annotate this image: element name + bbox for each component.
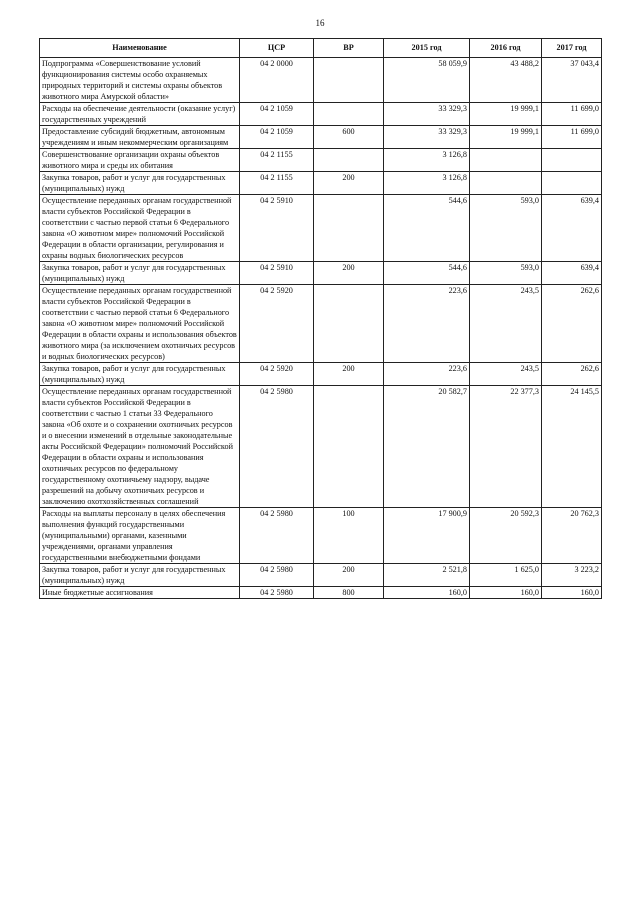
row-2016	[470, 149, 542, 172]
row-2016: 1 625,0	[470, 564, 542, 587]
row-csr: 04 2 5920	[240, 285, 314, 363]
row-2016: 19 999,1	[470, 126, 542, 149]
row-2017: 20 762,3	[542, 508, 602, 564]
row-2015: 223,6	[384, 285, 470, 363]
row-2017: 37 043,4	[542, 58, 602, 103]
row-2015: 3 126,8	[384, 149, 470, 172]
row-name: Иные бюджетные ассигнования	[40, 587, 240, 599]
row-vr: 200	[314, 262, 384, 285]
row-2016: 20 592,3	[470, 508, 542, 564]
row-csr: 04 2 5980	[240, 386, 314, 508]
row-name: Совершенствование организации охраны объектов животного мира и среды их обитания	[40, 149, 240, 172]
row-2017: 3 223,2	[542, 564, 602, 587]
row-2016	[470, 172, 542, 195]
row-name: Осуществление переданных органам государственной власти субъектов Российской Федерации в соответствии с частью первой статьи 6 Федерального закона «О животном мире» полномочий Российской Федерации в области организации, регулирования и охраны водных биологических ресурсов	[40, 195, 240, 262]
table-row	[40, 285, 602, 363]
row-2015: 160,0	[384, 587, 470, 599]
row-name: Закупка товаров, работ и услуг для государственных (муниципальных) нужд	[40, 172, 240, 195]
row-2016: 243,5	[470, 363, 542, 386]
row-vr: 600	[314, 126, 384, 149]
row-2016: 19 999,1	[470, 103, 542, 126]
table-row	[40, 587, 602, 599]
row-2016: 160,0	[470, 587, 542, 599]
row-name: Расходы на обеспечение деятельности (оказание услуг) государственных учреждений	[40, 103, 240, 126]
row-2015: 3 126,8	[384, 172, 470, 195]
page-number: 16	[315, 18, 325, 28]
row-csr: 04 2 5980	[240, 587, 314, 599]
row-name: Расходы на выплаты персоналу в целях обеспечения выполнения функций государственными (муниципальными) органами, казенными учреждениями, органами управления государственными внебюджетными фондами	[40, 508, 240, 564]
row-vr	[314, 149, 384, 172]
row-vr	[314, 58, 384, 103]
column-header-vr: ВР	[314, 39, 384, 58]
row-csr: 04 2 5920	[240, 363, 314, 386]
row-name: Осуществление переданных органам государственной власти субъектов Российской Федерации в соответствии с частью 1 статьи 33 Федерального закона «Об охоте и о сохранении охотничьих ресурсов и о внесении изменений в отдельные законодательные акты Российской Федерации» полномочий Российской Федерации в области охраны и использования охотничьих ресурсов по федеральному государственному охотничьему надзору, выдаче разрешений на добычу охотничьих ресурсов и заключению охотхозяйственных соглашений	[40, 386, 240, 508]
row-2017	[542, 172, 602, 195]
row-2017: 262,6	[542, 285, 602, 363]
row-2017: 639,4	[542, 195, 602, 262]
row-2016: 43 488,2	[470, 58, 542, 103]
row-name: Закупка товаров, работ и услуг для государственных (муниципальных) нужд	[40, 363, 240, 386]
table-row	[40, 508, 602, 564]
row-csr: 04 2 1155	[240, 149, 314, 172]
row-csr: 04 2 1059	[240, 126, 314, 149]
row-csr: 04 2 5980	[240, 564, 314, 587]
row-2016: 22 377,3	[470, 386, 542, 508]
table-row	[40, 564, 602, 587]
table-row	[40, 149, 602, 172]
row-2015: 544,6	[384, 262, 470, 285]
table-row	[40, 103, 602, 126]
row-2016: 593,0	[470, 195, 542, 262]
row-2015: 20 582,7	[384, 386, 470, 508]
row-2017: 24 145,5	[542, 386, 602, 508]
budget-table	[39, 38, 602, 599]
row-2017: 160,0	[542, 587, 602, 599]
row-2015: 223,6	[384, 363, 470, 386]
row-vr: 100	[314, 508, 384, 564]
column-header-name: Наименование	[40, 39, 240, 58]
row-name: Предоставление субсидий бюджетным, автономным учреждениям и иным некоммерческим организациям	[40, 126, 240, 149]
row-csr: 04 2 0000	[240, 58, 314, 103]
row-vr	[314, 386, 384, 508]
row-2015: 2 521,8	[384, 564, 470, 587]
row-csr: 04 2 5910	[240, 262, 314, 285]
row-2017: 262,6	[542, 363, 602, 386]
row-name: Осуществление переданных органам государственной власти субъектов Российской Федерации в соответствии с частью первой статьи 6 Федерального закона «О животном мире» полномочий Российской Федерации в области охраны и использования объектов животного мира (за исключением охотничьих ресурсов и водных биологических ресурсов)	[40, 285, 240, 363]
table-row	[40, 262, 602, 285]
row-vr: 200	[314, 172, 384, 195]
table-row	[40, 126, 602, 149]
column-header-2017: 2017 год	[542, 39, 602, 58]
table-row	[40, 386, 602, 508]
row-vr	[314, 285, 384, 363]
row-csr: 04 2 5980	[240, 508, 314, 564]
row-2015: 33 329,3	[384, 103, 470, 126]
table-header-row	[40, 39, 602, 58]
row-vr: 200	[314, 363, 384, 386]
row-vr: 800	[314, 587, 384, 599]
row-vr	[314, 195, 384, 262]
row-vr	[314, 103, 384, 126]
row-2015: 17 900,9	[384, 508, 470, 564]
row-2015: 544,6	[384, 195, 470, 262]
column-header-csr: ЦСР	[240, 39, 314, 58]
row-name: Подпрограмма «Совершенствование условий функционирования системы особо охраняемых природных территорий и системы охраны объектов животного мира Амурской области»	[40, 58, 240, 103]
table-row	[40, 58, 602, 103]
row-name: Закупка товаров, работ и услуг для государственных (муниципальных) нужд	[40, 262, 240, 285]
row-2016: 593,0	[470, 262, 542, 285]
row-2017: 11 699,0	[542, 126, 602, 149]
row-2015: 33 329,3	[384, 126, 470, 149]
table-row	[40, 363, 602, 386]
row-name: Закупка товаров, работ и услуг для государственных (муниципальных) нужд	[40, 564, 240, 587]
column-header-2015: 2015 год	[384, 39, 470, 58]
row-2017	[542, 149, 602, 172]
row-csr: 04 2 1155	[240, 172, 314, 195]
column-header-2016: 2016 год	[470, 39, 542, 58]
row-2017: 639,4	[542, 262, 602, 285]
table-row	[40, 195, 602, 262]
row-vr: 200	[314, 564, 384, 587]
row-csr: 04 2 5910	[240, 195, 314, 262]
row-csr: 04 2 1059	[240, 103, 314, 126]
row-2016: 243,5	[470, 285, 542, 363]
table-row	[40, 172, 602, 195]
row-2015: 58 059,9	[384, 58, 470, 103]
row-2017: 11 699,0	[542, 103, 602, 126]
